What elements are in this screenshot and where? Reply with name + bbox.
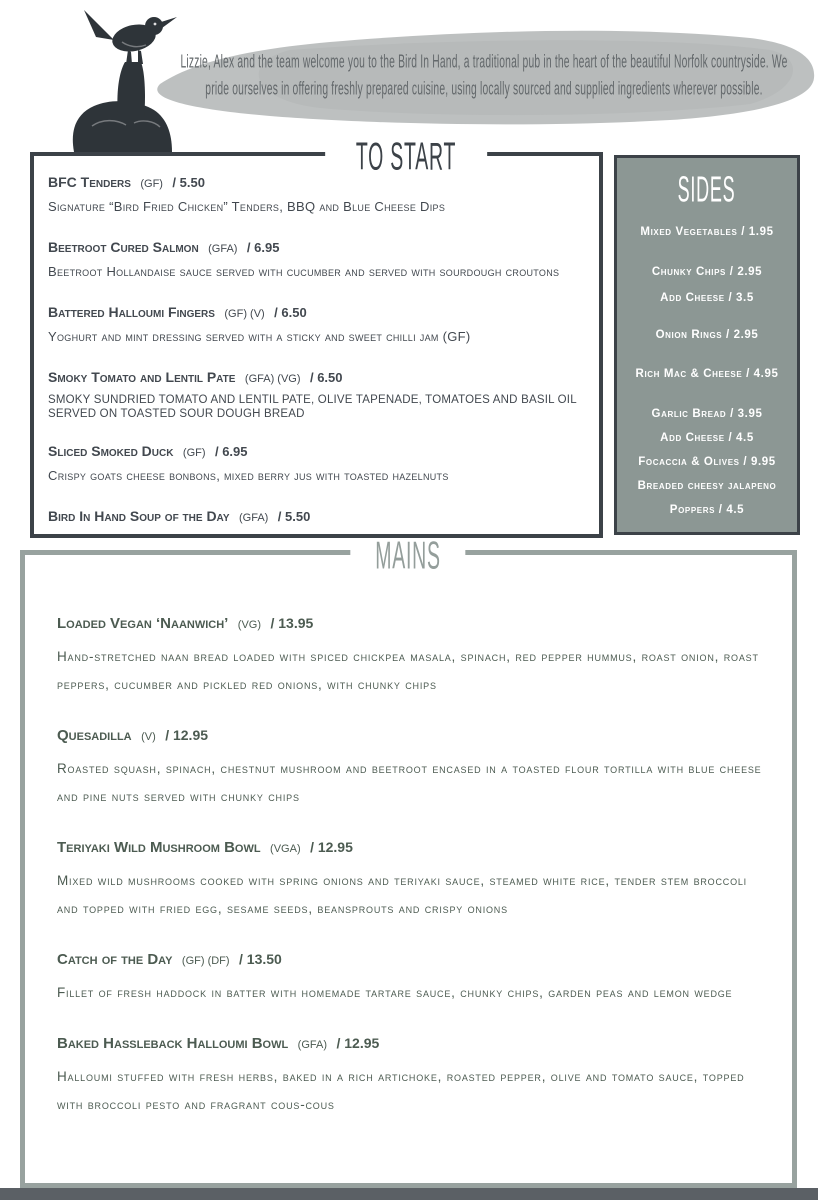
sides-title-text: SIDES (678, 170, 736, 211)
side-item: Add Cheese / 4.5 (660, 432, 754, 444)
side-item: Chunky Chips / 2.95 (651, 266, 763, 278)
item-header (57, 613, 768, 635)
item-description: Hand-stretched naan bread loaded with spiced chickpea masala, spinach, red pepper hummus, roast onion, roast peppers, cucumber and pickled red onions, with chunky chips (57, 649, 759, 692)
side-item: Add Cheese / 3.5 (660, 292, 754, 304)
mains-items (25, 555, 792, 1119)
item-description: Roasted squash, spinach, chestnut mushroom and beetroot encased in a toasted flour tortilla with blue cheese and pine nuts served with chunky chips (57, 761, 762, 804)
menu-item (48, 237, 585, 282)
item-price: / 6.95 (214, 444, 248, 459)
item-price: / 12.95 (165, 727, 209, 743)
item-price: / 12.95 (310, 839, 353, 855)
item-tags: (GF) (140, 178, 163, 190)
item-description: Signature “Bird Fried Chicken” Tenders, BBQ and Blue Cheese Dips (48, 199, 446, 214)
welcome-text-line1: Lizzie, Alex and the team welcome you to the Bird In Hand, a traditional pub in the heart of the beautiful Norfolk countryside. We (180, 51, 788, 72)
side-item: Garlic Bread / 3.95 (651, 408, 763, 420)
item-header (48, 172, 585, 194)
menu-item (57, 725, 768, 811)
item-description: SMOKY SUNDRIED TOMATO AND LENTIL PATE, OLIVE TAPENADE, TOMATOES AND BASIL OIL SERVED ON TOASTED SOUR DOUGH BREAD (48, 394, 577, 420)
menu-item (48, 172, 585, 217)
mains-section (20, 532, 797, 1188)
menu-item (57, 837, 768, 923)
side-item: Focaccia & Olives / 9.95 (638, 456, 776, 468)
sides-panel (614, 155, 800, 535)
item-description: Fillet of fresh haddock in batter with homemade tartare sauce, chunky chips, garden peas and lemon wedge (57, 985, 733, 1000)
side-item: Mixed Vegetables / 1.95 (640, 226, 774, 238)
item-price: / 13.95 (270, 615, 314, 631)
item-name: Catch of the Day (57, 951, 173, 968)
item-name: Loaded Vegan ‘Naanwich’ (57, 615, 229, 632)
item-price: / 6.50 (274, 305, 307, 320)
item-description: Beetroot Hollandaise sauce served with cucumber and served with sourdough croutons (48, 264, 560, 279)
welcome-text-line2: pride ourselves in offering freshly prepared cuisine, using locally sourced and supplied ingredients wherever possible. (205, 78, 763, 99)
item-header (57, 837, 768, 859)
item-name: Quesadilla (57, 727, 132, 744)
mains-title-text: MAINS (375, 532, 441, 578)
mains-title (350, 532, 465, 578)
item-price: / 5.50 (277, 509, 311, 524)
item-tags: (GFA) (297, 1039, 328, 1051)
item-price: / 13.50 (239, 951, 282, 967)
item-header (48, 506, 585, 528)
item-name: Bird In Hand Soup of the Day (48, 508, 230, 524)
to-start-title (325, 133, 487, 179)
item-name: Baked Hassleback Halloumi Bowl (57, 1035, 289, 1052)
item-header (57, 949, 768, 971)
menu-item (48, 367, 585, 421)
item-description: Halloumi stuffed with fresh herbs, baked in a rich artichoke, roasted pepper, olive and tomato sauce, topped with broccoli pesto and fragrant cous-cous (57, 1069, 745, 1112)
item-name: Beetroot Cured Salmon (48, 239, 199, 255)
to-start-title-text: TO START (355, 133, 457, 179)
menu-item (57, 1033, 768, 1119)
item-header (48, 237, 585, 259)
item-tags: (GFA) (VG) (244, 373, 301, 385)
item-price: / 5.50 (172, 175, 205, 190)
item-tags: (VGA) (270, 843, 301, 855)
item-tags: (GFA) (239, 512, 269, 524)
item-header (48, 367, 585, 389)
item-tags: (VG) (237, 619, 262, 631)
item-name: Sliced Smoked Duck (48, 443, 174, 459)
item-name: Smoky Tomato and Lentil Pate (48, 369, 236, 385)
to-start-section (30, 133, 603, 538)
item-tags: (GFA) (208, 243, 238, 255)
side-item: Onion Rings / 2.95 (655, 329, 759, 341)
item-tags: (GF) (182, 447, 206, 459)
item-price: / 6.50 (309, 370, 343, 385)
item-header (48, 302, 585, 324)
side-item: Breaded cheesy jalapeno Poppers / 4.5 (637, 480, 777, 516)
item-header (57, 725, 768, 747)
menu-item (48, 302, 585, 347)
item-description: Yoghurt and mint dressing served with a sticky and sweet chilli jam (GF) (48, 329, 471, 344)
menu-item (57, 949, 768, 1007)
sides-title (617, 170, 797, 211)
item-name: Teriyaki Wild Mushroom Bowl (57, 839, 261, 856)
item-description: Mixed wild mushrooms cooked with spring onions and teriyaki sauce, steamed white rice, tender stem broccoli and topped with fried egg, sesame seeds, beansprouts and crispy onions (57, 873, 747, 916)
side-item: Rich Mac & Cheese / 4.95 (635, 368, 779, 380)
menu-item (48, 506, 585, 528)
item-tags: (GF) (V) (224, 308, 265, 320)
item-description: Crispy goats cheese bonbons, mixed berry jus with toasted hazelnuts (48, 468, 449, 483)
footer-bar (0, 1188, 818, 1200)
item-name: BFC Tenders (48, 174, 131, 190)
item-header (57, 1033, 768, 1055)
menu-item (57, 613, 768, 699)
item-tags: (GF) (DF) (181, 955, 230, 967)
to-start-items (34, 156, 599, 528)
menu-item (48, 441, 585, 486)
item-price: / 6.95 (246, 240, 280, 255)
bird-on-hand-illustration (22, 6, 257, 152)
item-name: Battered Halloumi Fingers (48, 304, 215, 320)
item-tags: (V) (141, 731, 156, 743)
item-price: / 12.95 (336, 1035, 380, 1051)
item-header (48, 441, 585, 463)
